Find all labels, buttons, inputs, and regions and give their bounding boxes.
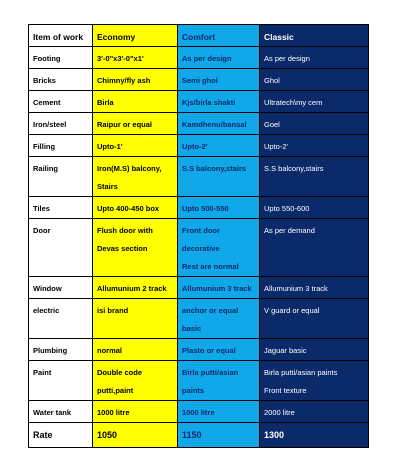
pricing-comparison-table	[28, 24, 369, 448]
cell-classic	[260, 157, 369, 197]
cell-text-line: Upto-2'	[182, 142, 208, 151]
header-comfort: Comfort	[178, 25, 260, 47]
row-label: Filling	[29, 135, 93, 157]
cell-classic	[260, 401, 369, 423]
cell-classic	[260, 113, 369, 135]
cell-text-line: isi brand	[97, 306, 129, 315]
cell-economy	[93, 277, 178, 299]
cell-economy	[93, 91, 178, 113]
cell-text-line: anchor or equal basic	[182, 306, 239, 333]
cell-text-line: Kamdhenu/bansal	[182, 120, 247, 129]
cell-text-line: S.S balcony,stairs	[182, 164, 247, 173]
table-row	[29, 113, 369, 135]
cell-text-line: Jaguar basic	[264, 346, 307, 355]
cell-comfort	[178, 277, 260, 299]
cell-comfort	[178, 113, 260, 135]
cell-comfort	[178, 423, 260, 448]
cell-text-line: Upto 500-550	[182, 204, 229, 213]
cell-text-line: Iron(M.S) balcony,	[97, 164, 162, 173]
cell-comfort	[178, 361, 260, 401]
cell-text-line: 1150	[182, 430, 202, 440]
cell-text-line: Allumunium 3 track	[264, 284, 328, 293]
row-label: Cement	[29, 91, 93, 113]
cell-classic	[260, 299, 369, 339]
table-row	[29, 339, 369, 361]
header-economy: Economy	[93, 25, 178, 47]
cell-text-line: Rest are normal	[182, 262, 239, 271]
cell-text-line: S.S balcony,stairs	[264, 164, 324, 173]
cell-economy	[93, 69, 178, 91]
cell-text-line: Upto-1'	[97, 142, 123, 151]
cell-text-line: Chimny/fly ash	[97, 76, 151, 85]
cell-text-line: Ghol	[264, 76, 280, 85]
cell-text-line: Upto 550-600	[264, 204, 310, 213]
cell-economy	[93, 299, 178, 339]
cell-text-line: Raipur or equal	[97, 120, 153, 129]
table-row	[29, 157, 369, 197]
cell-comfort	[178, 299, 260, 339]
cell-text-line: Stairs	[97, 182, 118, 191]
row-label: Iron/steel	[29, 113, 93, 135]
row-label: Footing	[29, 47, 93, 69]
header-item-of-work: Item of work	[29, 25, 93, 47]
cell-text-line: V guard or equal	[264, 306, 320, 315]
cell-text-line: As per design	[264, 54, 310, 63]
cell-text-line: As per demand	[264, 226, 315, 235]
cell-text-line: Front door decorative	[182, 226, 220, 253]
row-label: electric	[29, 299, 93, 339]
cell-text-line: Front texture	[264, 386, 307, 395]
cell-economy	[93, 135, 178, 157]
cell-text-line: Allumunium 3 track	[182, 284, 252, 293]
cell-economy	[93, 47, 178, 69]
cell-text-line: 2000 litre	[264, 408, 295, 417]
table-row	[29, 277, 369, 299]
row-label: Door	[29, 219, 93, 277]
cell-text-line: 1050	[97, 430, 118, 440]
cell-economy	[93, 157, 178, 197]
cell-comfort	[178, 401, 260, 423]
cell-classic	[260, 135, 369, 157]
cell-comfort	[178, 197, 260, 219]
cell-economy	[93, 113, 178, 135]
cell-text-line: 1000 litre	[97, 408, 130, 417]
cell-text-line: Semi ghol	[182, 76, 218, 85]
cell-text-line: Ultratech\my cem	[264, 98, 323, 107]
cell-text-line: 3'-0"x3'-0"x1'	[97, 54, 144, 63]
cell-economy	[93, 219, 178, 277]
table-row	[29, 423, 369, 448]
cell-economy	[93, 361, 178, 401]
cell-text-line: Upto-2'	[264, 142, 288, 151]
cell-comfort	[178, 219, 260, 277]
cell-comfort	[178, 339, 260, 361]
row-label: Rate	[29, 423, 93, 448]
table-row	[29, 91, 369, 113]
cell-economy	[93, 197, 178, 219]
table-row	[29, 47, 369, 69]
cell-text-line: Birla putti/asian paints	[264, 368, 338, 377]
cell-classic	[260, 69, 369, 91]
cell-comfort	[178, 157, 260, 197]
cell-classic	[260, 91, 369, 113]
table-row	[29, 299, 369, 339]
cell-classic	[260, 197, 369, 219]
cell-text-line: Allumunium 2 track	[97, 284, 167, 293]
row-label: Window	[29, 277, 93, 299]
cell-text-line: Flush door with	[97, 226, 153, 235]
cell-text-line: Upto 400-450 box	[97, 204, 160, 213]
cell-comfort	[178, 91, 260, 113]
cell-classic	[260, 361, 369, 401]
cell-classic	[260, 47, 369, 69]
cell-text-line: Double code putti,paint	[97, 368, 143, 395]
cell-text-line: 1000 litre	[182, 408, 215, 417]
cell-text-line: Birla putti/asian paints	[182, 368, 239, 395]
table-row	[29, 135, 369, 157]
table-row	[29, 219, 369, 277]
cell-text-line: normal	[97, 346, 123, 355]
table-row	[29, 197, 369, 219]
header-classic: Classic	[260, 25, 369, 47]
cell-comfort	[178, 47, 260, 69]
cell-text-line: As per design	[182, 54, 232, 63]
cell-economy	[93, 423, 178, 448]
cell-comfort	[178, 69, 260, 91]
row-label: Water tank	[29, 401, 93, 423]
row-label: Plumbing	[29, 339, 93, 361]
cell-text-line: Devas section	[97, 244, 148, 253]
cell-classic	[260, 277, 369, 299]
cell-text-line: Plasto or equal	[182, 346, 236, 355]
cell-text-line: Kjs/birla shakti	[182, 98, 236, 107]
cell-text-line: 1300	[264, 430, 285, 440]
row-label: Paint	[29, 361, 93, 401]
cell-text-line: Birla	[97, 98, 114, 107]
table-row	[29, 401, 369, 423]
table-row	[29, 361, 369, 401]
cell-text-line: Goel	[264, 120, 280, 129]
row-label: Bricks	[29, 69, 93, 91]
cell-classic	[260, 339, 369, 361]
cell-classic	[260, 219, 369, 277]
row-label: Tiles	[29, 197, 93, 219]
table-row	[29, 69, 369, 91]
cell-economy	[93, 339, 178, 361]
header-row	[29, 25, 369, 47]
cell-classic	[260, 423, 369, 448]
row-label: Railing	[29, 157, 93, 197]
cell-comfort	[178, 135, 260, 157]
cell-economy	[93, 401, 178, 423]
